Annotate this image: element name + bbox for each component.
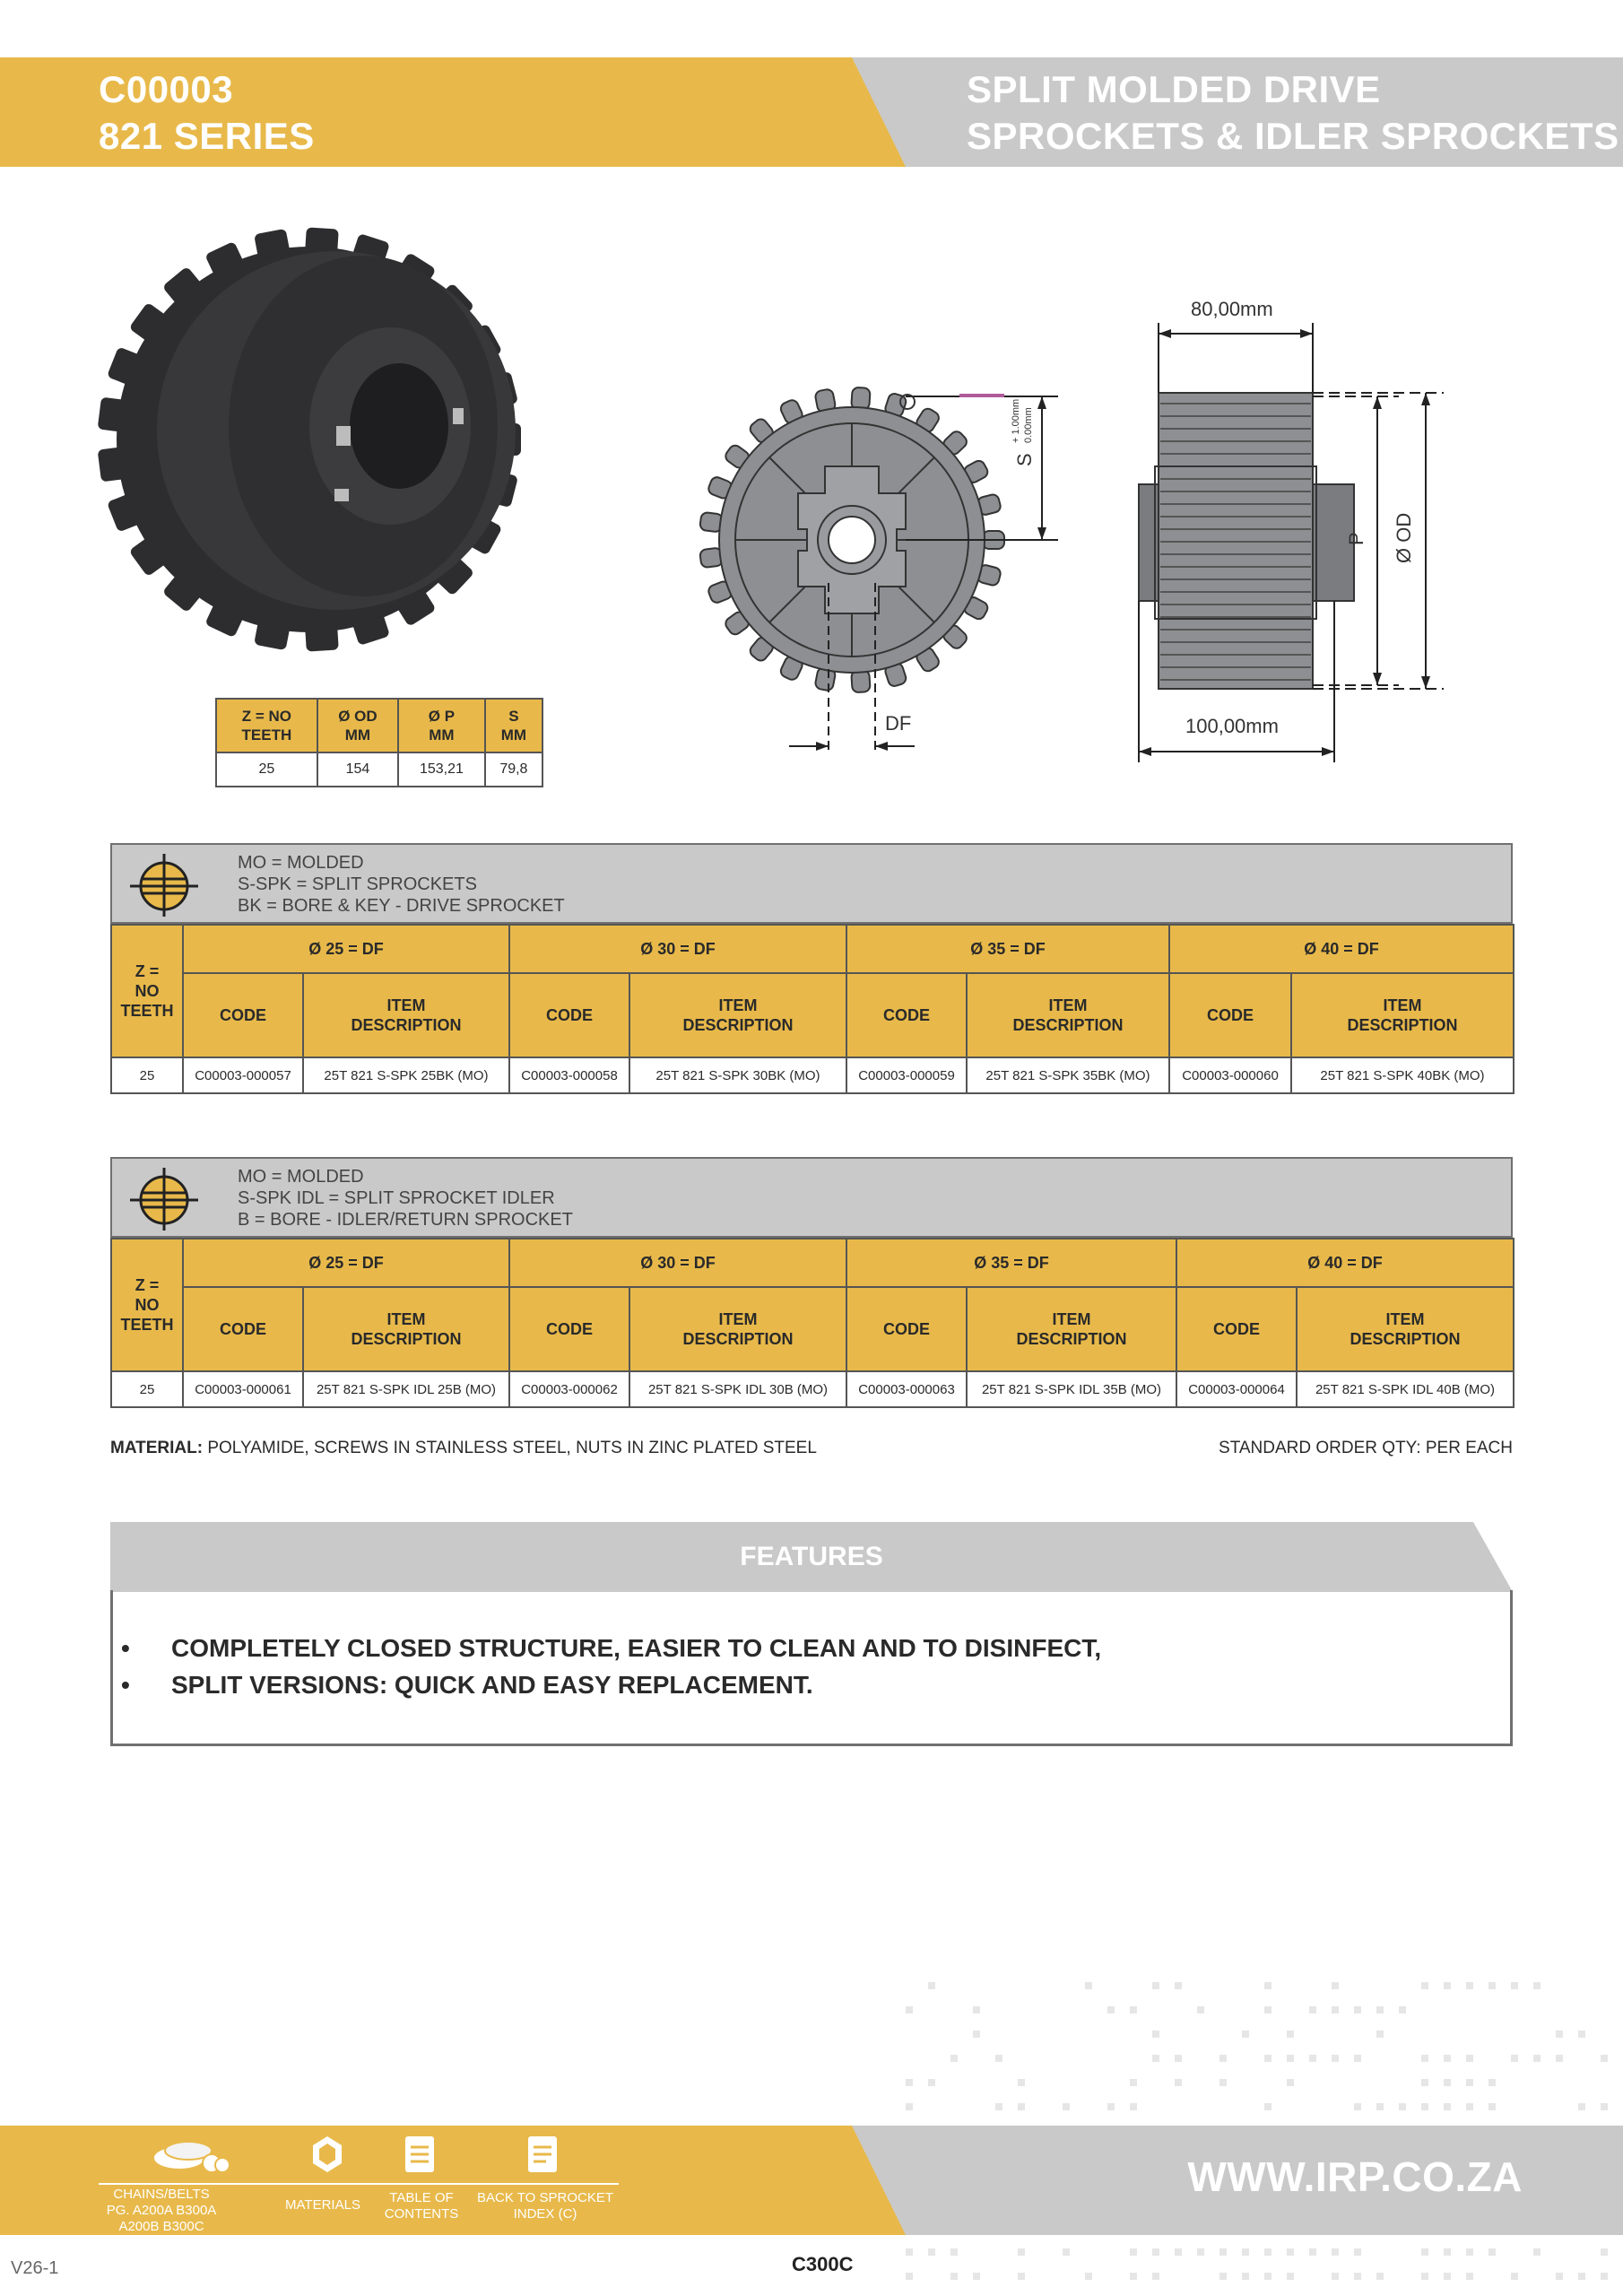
bullet-icon: • [121,1634,130,1662]
code-header: CODE [846,973,967,1057]
p-label: P [1345,532,1367,545]
product-code-block [99,66,315,160]
description-header: ITEM DESCRIPTION [303,973,509,1057]
table-subheader-row [111,1287,1514,1371]
spec-teeth: 25 [216,752,317,787]
group-header-30: Ø 30 = DF [509,1239,846,1287]
website-link[interactable]: WWW.IRP.CO.ZA [1187,2153,1523,2200]
drive-legend [110,843,1513,924]
description-cell: 25T 821 S-SPK 35BK (MO) [967,1057,1169,1093]
group-header-40: Ø 40 = DF [1176,1239,1514,1287]
chains-belts-link[interactable]: CHAINS/BELTS PG. A200A B300A A200B B300C [106,2187,217,2234]
s-tolerance-minus: 0.00mm [1023,407,1034,443]
table-group-row [111,1239,1514,1287]
width-dimension: 80,00mm [1191,298,1273,320]
spec-p: 153,21 [398,752,485,787]
back-to-sprocket-index-link[interactable]: BACK TO SPROCKET INDEX (C) [477,2190,613,2222]
description-header: ITEM DESCRIPTION [967,1287,1176,1371]
feature-item: • COMPLETELY CLOSED STRUCTURE, EASIER TO CLEAN AND TO DISINFECT, [121,1634,1102,1662]
sprocket-index-icon[interactable] [526,2135,559,2179]
description-header: ITEM DESCRIPTION [629,1287,846,1371]
code-header: CODE [1176,1287,1297,1371]
group-header-35: Ø 35 = DF [846,925,1169,973]
df-label: DF [885,712,912,735]
spec-header-teeth: Z = NO TEETH [216,699,317,752]
version-label: V26-1 [11,2258,59,2278]
hub-dimension: 100,00mm [1185,715,1279,737]
code-cell: C00003-000058 [509,1057,629,1093]
materials-link[interactable]: MATERIALS [285,2197,360,2213]
od-label: Ø OD [1393,512,1415,563]
teeth-header: Z = NO TEETH [111,1239,183,1371]
spec-header-p: Ø P MM [398,699,485,752]
teeth-cell: 25 [111,1057,183,1093]
product-code: C00003 [99,68,234,110]
group-header-35: Ø 35 = DF [846,1239,1176,1287]
code-cell: C00003-000064 [1176,1371,1297,1407]
page-code: C300C [792,2253,854,2275]
table-of-contents-link[interactable]: TABLE OF CONTENTS [384,2190,459,2222]
crosshair-sprocket-icon [128,852,200,917]
footer-divider [99,2183,619,2185]
s-tolerance-plus: + 1.00mm [1011,398,1021,443]
spec-row [216,752,542,787]
legend-line: B = BORE - IDLER/RETURN SPROCKET [238,1210,573,1230]
chains-belts-icon[interactable] [152,2135,230,2180]
description-cell: 25T 821 S-SPK 25BK (MO) [303,1057,509,1093]
spec-header-row [216,699,542,752]
group-header-25: Ø 25 = DF [183,925,509,973]
spec-s: 79,8 [485,752,542,787]
description-cell: 25T 821 S-SPK 30BK (MO) [629,1057,846,1093]
code-cell: C00003-000062 [509,1371,629,1407]
code-cell: C00003-000063 [846,1371,967,1407]
description-header: ITEM DESCRIPTION [1297,1287,1514,1371]
materials-icon[interactable] [309,2135,345,2179]
description-header: ITEM DESCRIPTION [629,973,846,1057]
features-title: FEATURES [740,1542,883,1571]
spec-header-s: S MM [485,699,542,752]
s-label: S [1013,453,1036,466]
teeth-cell: 25 [111,1371,183,1407]
code-cell: C00003-000057 [183,1057,303,1093]
code-cell: C00003-000059 [846,1057,967,1093]
legend-line: S-SPK IDL = SPLIT SPROCKET IDLER [238,1188,555,1208]
code-header: CODE [509,973,629,1057]
code-header: CODE [183,973,303,1057]
teeth-header: Z = NO TEETH [111,925,183,1057]
features-box [110,1590,1513,1746]
description-cell: 25T 821 S-SPK IDL 40B (MO) [1297,1371,1514,1407]
description-header: ITEM DESCRIPTION [303,1287,509,1371]
spec-od: 154 [317,752,398,787]
page-title-line2: SPROCKETS & IDLER SPROCKETS [967,115,1619,157]
group-header-30: Ø 30 = DF [509,925,846,973]
crosshair-sprocket-icon [128,1166,200,1231]
legend-line: S-SPK = SPLIT SPROCKETS [238,874,477,894]
description-cell: 25T 821 S-SPK IDL 30B (MO) [629,1371,846,1407]
sprocket-photo [94,202,578,686]
bullet-icon: • [121,1671,130,1699]
page-title-line1: SPLIT MOLDED DRIVE [967,68,1381,110]
spec-header-od: Ø OD MM [317,699,398,752]
legend-line: BK = BORE & KEY - DRIVE SPROCKET [238,896,565,916]
description-cell: 25T 821 S-SPK 40BK (MO) [1291,1057,1514,1093]
feature-item: • SPLIT VERSIONS: QUICK AND EASY REPLACEMENT. [121,1671,813,1699]
material-value: POLYAMIDE, SCREWS IN STAINLESS STEEL, NUTS IN ZINC PLATED STEEL [207,1439,817,1457]
code-header: CODE [509,1287,629,1371]
table-row [111,1371,1514,1407]
code-header: CODE [183,1287,303,1371]
group-header-40: Ø 40 = DF [1169,925,1514,973]
idler-legend [110,1157,1513,1238]
spec-table [215,698,543,787]
code-cell: C00003-000061 [183,1371,303,1407]
table-row [111,1057,1514,1093]
product-series: 821 SERIES [99,115,315,157]
description-cell: 25T 821 S-SPK IDL 35B (MO) [967,1371,1176,1407]
table-subheader-row [111,973,1514,1057]
description-header: ITEM DESCRIPTION [1291,973,1514,1057]
material-label: MATERIAL: [110,1439,204,1457]
code-cell: C00003-000060 [1169,1057,1291,1093]
description-cell: 25T 821 S-SPK IDL 25B (MO) [303,1371,509,1407]
table-group-row [111,925,1514,973]
group-header-25: Ø 25 = DF [183,1239,509,1287]
page-title [967,66,1619,160]
idler-sprocket-table [110,1238,1515,1408]
code-header: CODE [1169,973,1291,1057]
legend-line: MO = MOLDED [238,1167,364,1187]
table-of-contents-icon[interactable] [404,2135,436,2179]
legend-line: MO = MOLDED [238,853,364,873]
material-line [110,1439,817,1458]
description-header: ITEM DESCRIPTION [967,973,1169,1057]
code-header: CODE [846,1287,967,1371]
order-qty: STANDARD ORDER QTY: PER EACH [1219,1439,1513,1457]
drive-sprocket-table [110,924,1515,1094]
